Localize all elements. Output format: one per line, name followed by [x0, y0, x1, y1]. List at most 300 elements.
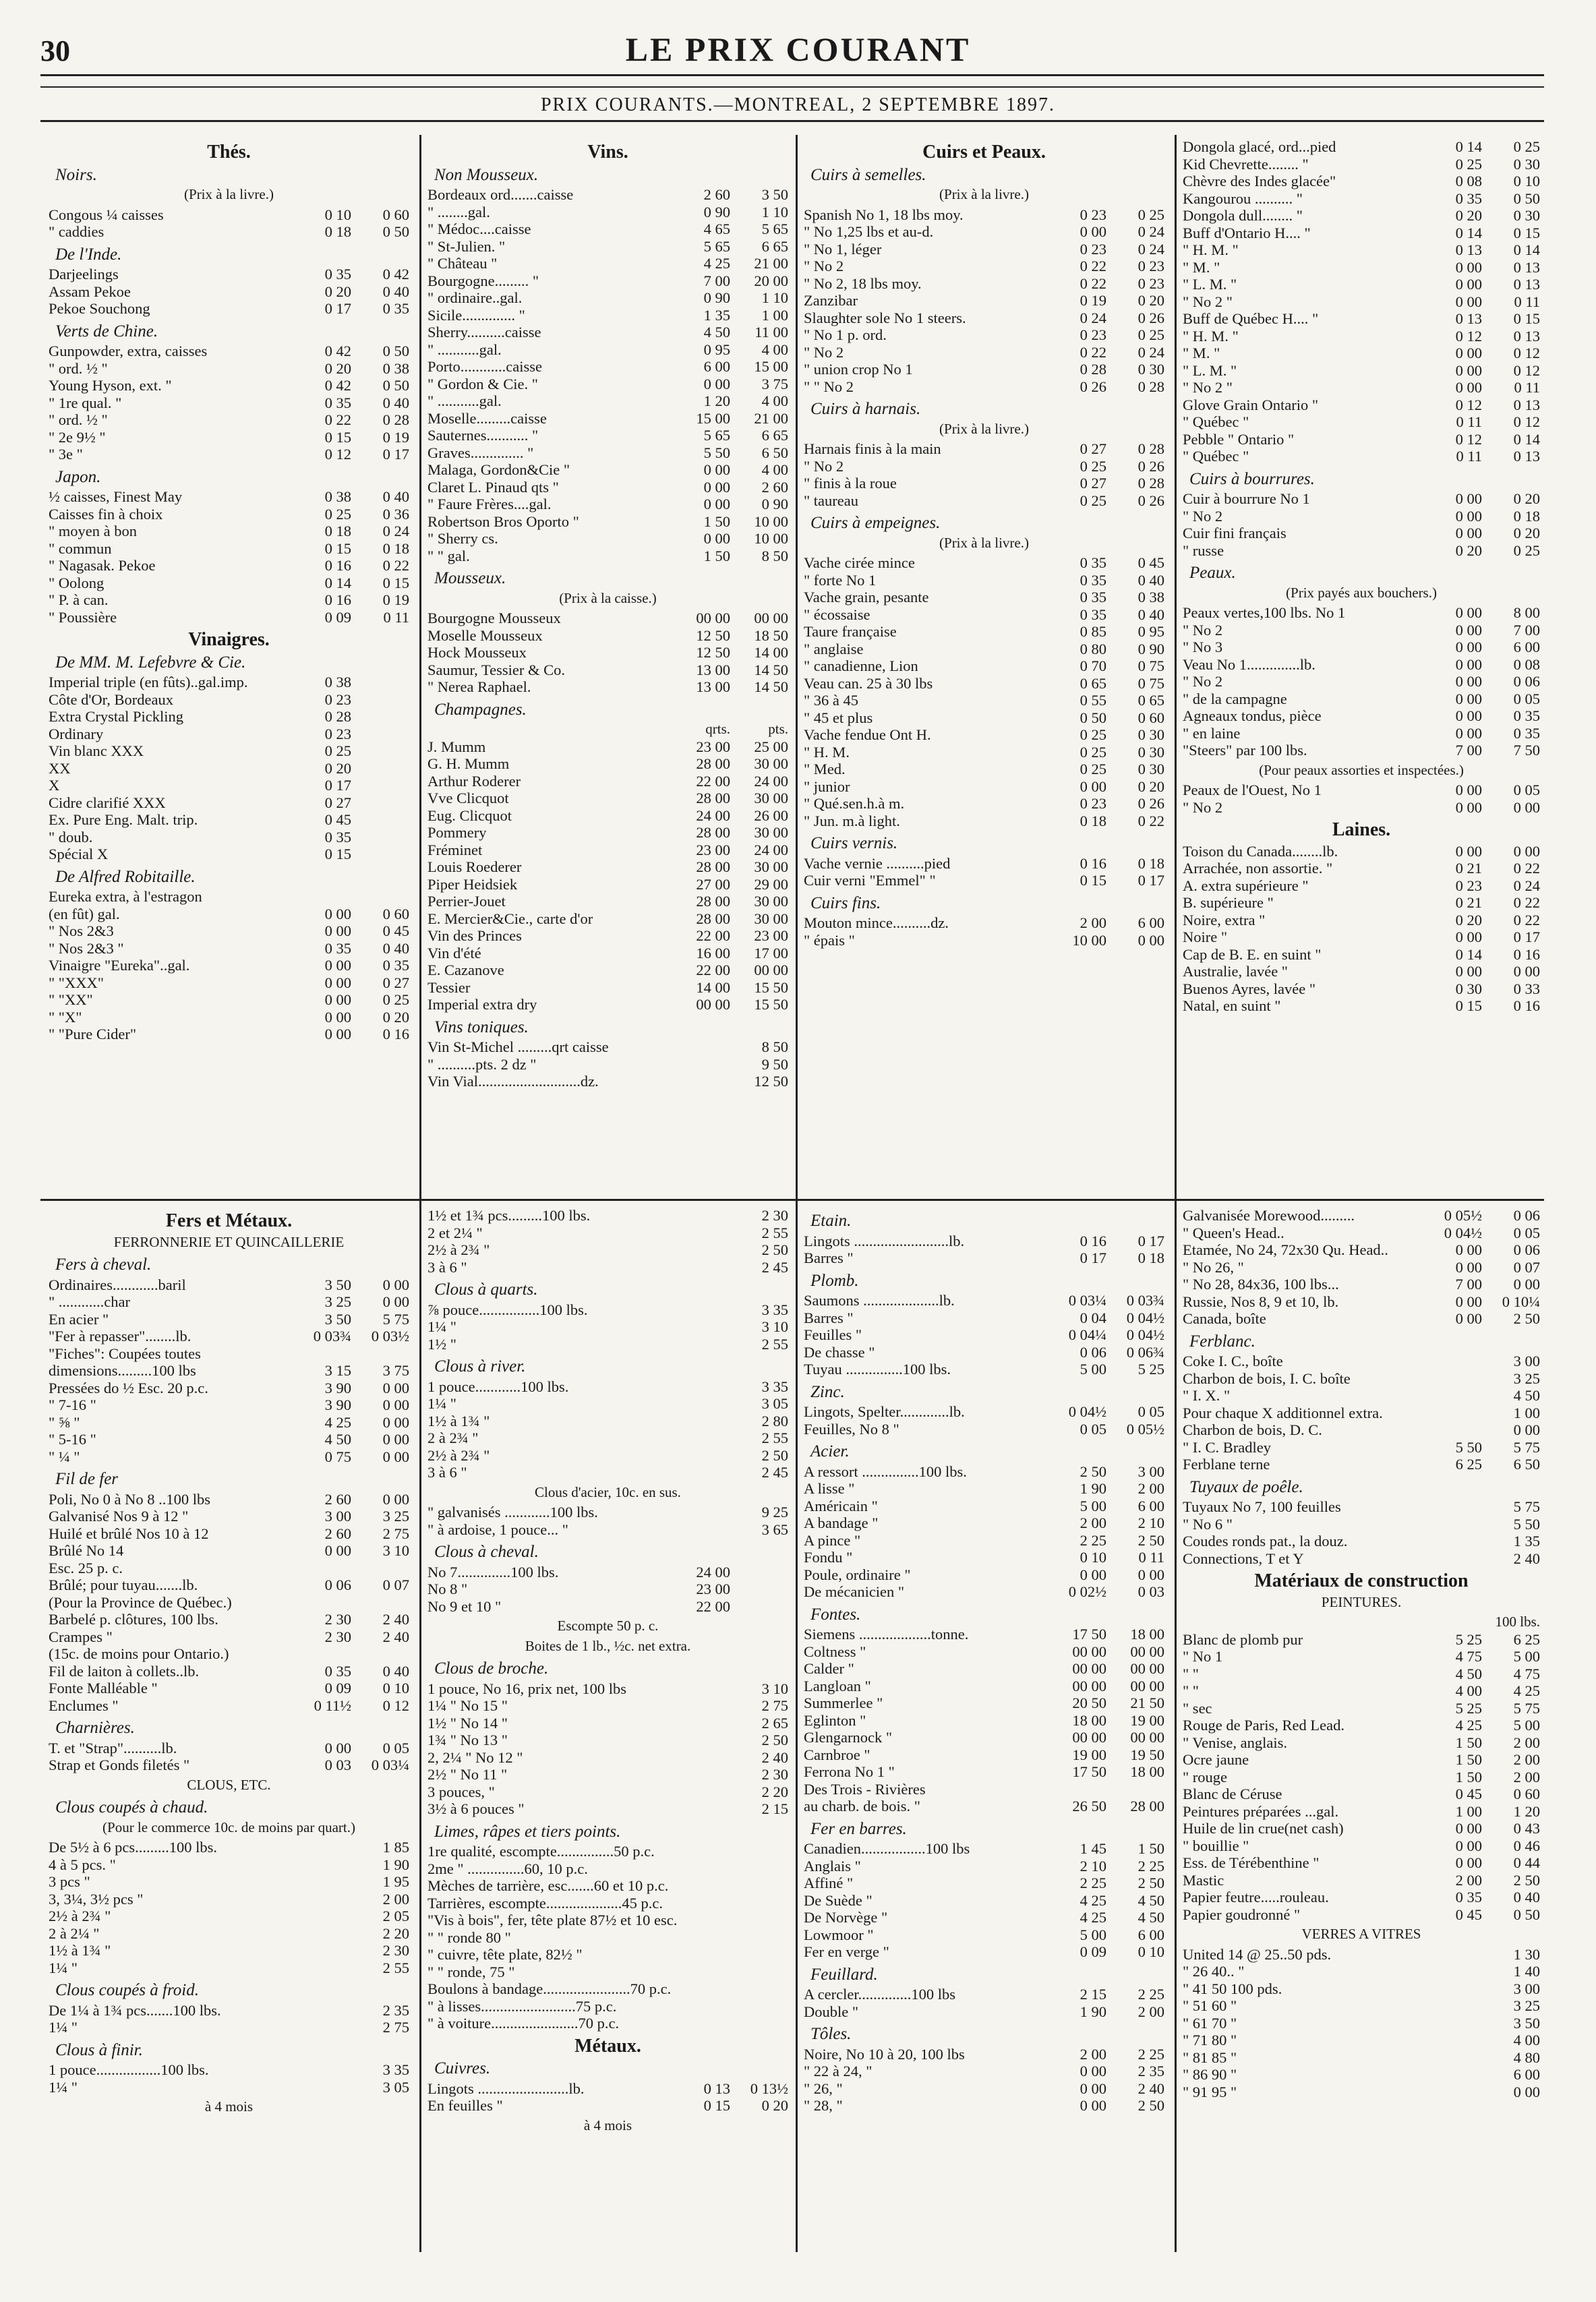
- price-row: [804, 641, 1164, 658]
- price-row: [427, 1732, 788, 1749]
- price-low: 12 50: [696, 626, 730, 644]
- price-low: 0 42: [324, 377, 351, 394]
- price-high: 3 10: [382, 1542, 409, 1559]
- item-name: Galvanisée Morewood.........: [1183, 1207, 1355, 1224]
- price-high: 0 35: [1513, 724, 1540, 742]
- price-low: 0 28: [1080, 361, 1106, 378]
- price-low: 28 00: [696, 910, 730, 927]
- subsection-heading: Clous à cheval.: [434, 1543, 539, 1561]
- price-row: [49, 794, 409, 812]
- price-low: 0 00: [1455, 1258, 1482, 1276]
- price-high: 6 00: [1137, 1926, 1164, 1943]
- item-name: Arthur Roderer: [427, 772, 521, 790]
- price-high: 17 00: [754, 944, 788, 962]
- price-high: 3 35: [761, 1301, 788, 1318]
- price-low: 0 04: [1080, 1309, 1106, 1326]
- price-row: [1183, 1889, 1540, 1906]
- price-row: [804, 1309, 1164, 1327]
- price-row: [49, 394, 409, 412]
- price-low: 0 23: [324, 725, 351, 742]
- item-name: Slaughter sole No 1 steers.: [804, 309, 966, 326]
- price-low: 0 22: [1080, 343, 1106, 361]
- price-low: 00 00: [696, 610, 730, 626]
- price-row: [1183, 673, 1540, 690]
- price-low: 23 00: [696, 841, 730, 858]
- price-row: [427, 996, 788, 1013]
- item-name: 1½ ": [427, 1335, 456, 1353]
- item-name: " " gal.: [427, 547, 470, 564]
- item-name: Brûlé No 14: [49, 1542, 124, 1559]
- price-row: [1183, 190, 1540, 208]
- price-row: [1183, 508, 1540, 525]
- price-low: 3 90: [324, 1379, 351, 1396]
- price-high: 1 10: [761, 289, 788, 306]
- price-high: 0 20: [1513, 525, 1540, 541]
- price-low: 0 19: [1080, 292, 1106, 309]
- price-high: 6 00: [1137, 1497, 1164, 1514]
- price-row: [427, 1073, 788, 1090]
- price-row: [804, 309, 1164, 327]
- subsection-heading: Feuillard.: [810, 1965, 878, 1984]
- price-low: 4 50: [703, 324, 730, 341]
- price-row: [1183, 877, 1540, 895]
- price-high: 4 50: [1137, 1891, 1164, 1909]
- item-name: 2½ à 2¾ ": [49, 1908, 111, 1924]
- price-high: 0 11: [1514, 379, 1540, 396]
- price-high: 1 40: [1513, 1963, 1540, 1980]
- price-row: [1183, 1421, 1540, 1439]
- price-row: [49, 1839, 409, 1856]
- price-low: 0 11: [1456, 413, 1482, 430]
- price-low: 0 25: [1080, 726, 1106, 743]
- item-name: Eug. Clicquot: [427, 806, 512, 824]
- item-name: " No 2: [1183, 621, 1223, 639]
- price-low: 0 35: [324, 939, 351, 957]
- item-name: 1¼ ": [427, 1395, 456, 1412]
- item-name: Noire, extra ": [1183, 911, 1266, 928]
- item-name: " doub.: [49, 828, 93, 846]
- item-name: Saumur, Tessier & Co.: [427, 661, 565, 678]
- price-row: [804, 872, 1164, 889]
- price-high: 0 12: [1513, 413, 1540, 430]
- price-high: 10 00: [754, 512, 788, 530]
- subsection-heading: De Alfred Robitaille.: [55, 867, 196, 886]
- price-low: 1 50: [1455, 1768, 1482, 1785]
- price-low: 0 10: [1080, 1549, 1106, 1566]
- price-low: 2 10: [1080, 1857, 1106, 1875]
- price-low: 0 23: [324, 690, 351, 708]
- price-row: [49, 2002, 409, 2019]
- price-row: [1183, 225, 1540, 242]
- price-row: [427, 1207, 788, 1224]
- item-name: 1 pouce.................100 lbs.: [49, 2061, 209, 2078]
- price-row: [804, 1986, 1164, 2003]
- item-name: De mécanicien ": [804, 1583, 905, 1600]
- price-row: [1183, 1751, 1540, 1769]
- price-row: [49, 1925, 409, 1943]
- price-row: [804, 795, 1164, 813]
- item-name: Kangourou .......... ": [1183, 189, 1303, 207]
- price-high: 5 75: [1513, 1438, 1540, 1456]
- item-name: " ": [1183, 1665, 1199, 1682]
- price-row: [427, 255, 788, 272]
- price-row: [804, 206, 1164, 224]
- price-high: 0 03¼: [371, 1757, 409, 1773]
- price-high: 19 50: [1130, 1746, 1164, 1763]
- item-name: Lowmoor ": [804, 1926, 874, 1943]
- item-name: " ⅝ ": [49, 1413, 80, 1431]
- price-high: 2 40: [1137, 2079, 1164, 2097]
- price-high: 0 08: [1513, 655, 1540, 673]
- price-row: [49, 411, 409, 429]
- price-low: 2 60: [324, 1525, 351, 1542]
- price-low: 0 45: [324, 811, 351, 828]
- price-low: 0 21: [1455, 894, 1482, 911]
- paint-column-header: [1183, 1614, 1540, 1631]
- price-low: 15 00: [696, 409, 730, 427]
- price-row: [49, 1276, 409, 1294]
- item-name: Poule, ordinaire ": [804, 1566, 911, 1583]
- price-low: 0 00: [1455, 379, 1482, 396]
- price-row: [427, 410, 788, 427]
- price-high: 0 60: [382, 206, 409, 223]
- price-low: 4 00: [1455, 1682, 1482, 1699]
- item-name: Brûlé; pour tuyau.......lb.: [49, 1576, 198, 1593]
- item-name: "Steers" par 100 lbs.: [1183, 742, 1307, 759]
- subsection-heading: Fontes.: [810, 1605, 861, 1624]
- item-name: " ¼ ": [49, 1448, 80, 1465]
- subsection-heading: Etain.: [810, 1212, 852, 1230]
- item-name: Boulons à bandage.......................70 p.c.: [427, 1980, 672, 1997]
- price-high: 5 75: [1513, 1498, 1540, 1515]
- price-row: [1183, 1734, 1540, 1752]
- item-name: Lingots, Spelter.............lb.: [804, 1403, 965, 1420]
- item-name: " ord. ½ ": [49, 359, 108, 377]
- item-name: A pince ": [804, 1531, 861, 1549]
- price-high: 0 26: [1137, 492, 1164, 509]
- price-row: [1183, 690, 1540, 708]
- price-high: 0 25: [1137, 206, 1164, 223]
- price-high: 0 05: [1137, 1403, 1164, 1420]
- price-row: [804, 554, 1164, 572]
- item-name: Etamée, No 24, 72x30 Qu. Head..: [1183, 1241, 1388, 1258]
- price-low: 2 00: [1080, 2045, 1106, 2063]
- price-high: 2 50: [761, 1732, 788, 1748]
- price-row: [804, 761, 1164, 778]
- item-name: " Queen's Head..: [1183, 1224, 1284, 1241]
- item-name: Taure française: [804, 623, 897, 640]
- price-low: 0 00: [1455, 345, 1482, 361]
- page-number: 30: [40, 34, 70, 67]
- price-high: 2 65: [761, 1714, 788, 1732]
- price-row: [804, 778, 1164, 796]
- price-row: [1183, 1682, 1540, 1700]
- price-high: 11 00: [755, 324, 788, 341]
- price-row: [804, 1498, 1164, 1515]
- price-low: 00 00: [1072, 1643, 1106, 1660]
- price-high: 0 17: [382, 446, 409, 463]
- price-high: 0 17: [1137, 872, 1164, 889]
- price-high: 0 14: [1513, 430, 1540, 448]
- price-low: 0 45: [1455, 1785, 1482, 1802]
- price-row: [804, 1858, 1164, 1875]
- item-name: " 71 80 ": [1183, 2032, 1237, 2048]
- price-low: 0 22: [1080, 258, 1106, 274]
- price-row: [1183, 1533, 1540, 1550]
- price-high: 0 13: [1513, 448, 1540, 465]
- item-name: Vin Vial...........................dz.: [427, 1073, 599, 1090]
- price-low: 0 00: [1455, 1854, 1482, 1871]
- price-low: 1 50: [703, 512, 730, 530]
- price-high: 0 06: [1513, 1207, 1540, 1224]
- item-name: " Médoc....caisse: [427, 220, 531, 237]
- subsection-heading: Cuirs à bourrures.: [1189, 469, 1315, 488]
- price-high: 3 00: [1137, 1463, 1164, 1480]
- price-row: [49, 1560, 409, 1577]
- price-low: 0 20: [324, 283, 351, 300]
- price-low: 1 45: [1080, 1840, 1106, 1857]
- price-high: 0 00: [382, 1413, 409, 1431]
- price-low: 0 00: [324, 991, 351, 1008]
- price-high: 0 12: [382, 1696, 409, 1714]
- price-row: [1183, 448, 1540, 465]
- price-high: 2 00: [1137, 2003, 1164, 2020]
- item-name: No 9 et 10 ": [427, 1597, 502, 1615]
- price-high: 0 38: [1137, 589, 1164, 606]
- price-row: [1183, 276, 1540, 293]
- price-low: 0 00: [1455, 1837, 1482, 1854]
- price-row: [427, 496, 788, 513]
- price-high: 24 00: [754, 772, 788, 790]
- item-name: 1 pouce............100 lbs.: [427, 1378, 569, 1395]
- price-high: 4 25: [1513, 1682, 1540, 1699]
- item-name: ½ caisses, Finest May: [49, 488, 183, 505]
- price-row: [1183, 396, 1540, 414]
- item-name: " L. M. ": [1183, 276, 1237, 293]
- subsection-heading: Charnières.: [55, 1719, 135, 1737]
- price-row: [1183, 1665, 1540, 1683]
- price-high: 0 35: [382, 957, 409, 974]
- price-row: [427, 773, 788, 790]
- price-low: 0 16: [1080, 854, 1106, 872]
- item-name: Russie, Nos 8, 9 et 10, lb.: [1183, 1293, 1339, 1310]
- price-low: 0 35: [324, 1662, 351, 1680]
- price-low: 26 50: [1072, 1798, 1106, 1814]
- price-row: [804, 492, 1164, 510]
- price-row: [1183, 742, 1540, 759]
- item-name: 1½ " No 14 ": [427, 1714, 508, 1732]
- item-name: " 86 90 ": [1183, 2066, 1237, 2083]
- item-name: Darjeelings: [49, 266, 119, 283]
- price-high: 0 36: [382, 505, 409, 523]
- price-high: 0 28: [1137, 475, 1164, 492]
- price-low: 0 15: [1455, 997, 1482, 1014]
- price-high: 4 00: [761, 461, 788, 478]
- item-name: " P. à can.: [49, 591, 109, 608]
- item-name: Buff d'Ontario H.... ": [1183, 224, 1311, 241]
- price-low: 0 20: [324, 759, 351, 777]
- price-note: (Prix à la livre.): [939, 420, 1029, 437]
- item-name: " 26, ": [804, 2079, 843, 2097]
- item-name: " No 2: [804, 258, 844, 274]
- item-name: 2 à 2¾ ": [427, 1429, 479, 1446]
- price-high: 0 00: [1513, 1421, 1540, 1438]
- price-row: [49, 760, 409, 777]
- price-row: [1183, 799, 1540, 817]
- price-row: [427, 824, 788, 842]
- price-high: 0 75: [1137, 657, 1164, 674]
- price-high: 2 50: [1137, 1875, 1164, 1891]
- price-row: [804, 1798, 1164, 1815]
- item-name: Noire, No 10 à 20, 100 lbs: [804, 2045, 965, 2063]
- price-row: [49, 957, 409, 974]
- price-row: [49, 1311, 409, 1328]
- price-row: [804, 2063, 1164, 2080]
- price-high: 2 60: [761, 478, 788, 496]
- item-name: Imperial extra dry: [427, 996, 537, 1013]
- price-high: 0 07: [382, 1576, 409, 1593]
- header-rule-2: [40, 86, 1544, 88]
- price-high: 0 28: [1137, 440, 1164, 457]
- price-high: 20 00: [754, 272, 788, 289]
- price-high: 4 00: [761, 341, 788, 358]
- price-low: 0 42: [324, 343, 351, 359]
- price-row: [1183, 1387, 1540, 1405]
- price-low: 13 00: [696, 661, 730, 678]
- item-name: Louis Roederer: [427, 858, 522, 875]
- price-high: 0 20: [1137, 777, 1164, 795]
- item-name: Charbon de bois, D. C.: [1183, 1421, 1322, 1438]
- item-name: " canadienne, Lion: [804, 657, 918, 674]
- price-high: 2 15: [761, 1800, 788, 1817]
- price-row: [1183, 310, 1540, 328]
- item-name: " Jun. m.à light.: [804, 812, 900, 829]
- price-low: 00 00: [1072, 1660, 1106, 1677]
- price-high: 2 75: [382, 2019, 409, 2036]
- price-high: 5 00: [1513, 1717, 1540, 1734]
- price-high: 0 00: [382, 1276, 409, 1293]
- price-row: [427, 1429, 788, 1447]
- section-heading: Laines.: [1332, 819, 1391, 840]
- price-high: 18 50: [754, 626, 788, 644]
- price-low: 0 22: [1080, 274, 1106, 292]
- subsection-heading: Acier.: [810, 1442, 850, 1460]
- price-row: [804, 2097, 1164, 2115]
- item-name: " "X": [49, 1008, 82, 1026]
- item-name: Vinaigre "Eureka"..gal.: [49, 957, 190, 974]
- price-high: 0 13: [1513, 396, 1540, 413]
- price-high: 2 40: [382, 1611, 409, 1628]
- item-name: " H. M. ": [1183, 241, 1239, 258]
- price-low: 23 00: [696, 1581, 730, 1597]
- price-row: [49, 1380, 409, 1397]
- item-name: 1¼ " No 15 ": [427, 1697, 508, 1714]
- price-low: 0 38: [324, 488, 351, 505]
- item-name: Ocre jaune: [1183, 1751, 1249, 1768]
- item-name: Rouge de Paris, Red Lead.: [1183, 1717, 1344, 1734]
- price-row: [1183, 1946, 1540, 1964]
- price-row: [49, 609, 409, 626]
- price-low: 0 18: [1080, 812, 1106, 829]
- price-row: [1183, 604, 1540, 622]
- price-row: [1183, 362, 1540, 380]
- price-row: [427, 324, 788, 341]
- price-low: 5 00: [1080, 1361, 1106, 1378]
- item-name: No 7..............100 lbs.: [427, 1563, 559, 1581]
- price-low: 14 00: [696, 978, 730, 996]
- price-high: 3 05: [382, 2078, 409, 2096]
- price-row: [49, 540, 409, 558]
- price-low: 0 26: [1080, 378, 1106, 395]
- price-row: [49, 1542, 409, 1560]
- price-low: 7 00: [1455, 742, 1482, 759]
- item-name: " H. M. ": [1183, 327, 1239, 345]
- price-low: 0 04¼: [1068, 1326, 1106, 1343]
- price-row: [49, 591, 409, 609]
- price-high: 8 00: [1513, 604, 1540, 621]
- price-row: [427, 358, 788, 376]
- price-high: 0 40: [382, 488, 409, 505]
- price-high: 2 35: [382, 2001, 409, 2019]
- price-row: [427, 1877, 788, 1895]
- item-name: " épais ": [804, 931, 855, 949]
- price-row: [1183, 138, 1540, 156]
- item-name: 1¾ " No 13 ": [427, 1732, 508, 1748]
- price-row: [1183, 894, 1540, 912]
- price-low: 6 25: [1455, 1456, 1482, 1473]
- price-row: [427, 1766, 788, 1783]
- price-low: 0 22: [324, 411, 351, 428]
- item-name: Moselle Mousseux: [427, 626, 543, 644]
- price-high: 0 40: [382, 939, 409, 957]
- price-row: [427, 945, 788, 962]
- price-row: [1183, 1803, 1540, 1821]
- price-high: 0 00: [1513, 2083, 1540, 2100]
- price-note: à 4 mois: [583, 2117, 632, 2133]
- price-high: 0 16: [1513, 997, 1540, 1014]
- price-row: [427, 1783, 788, 1801]
- price-low: 0 23: [1080, 795, 1106, 812]
- price-high: 2 25: [1137, 2045, 1164, 2063]
- price-low: 0 35: [1080, 554, 1106, 571]
- price-low: 2 15: [1080, 1986, 1106, 2003]
- price-row: [1183, 1785, 1540, 1803]
- price-row: [1183, 946, 1540, 964]
- price-high: 3 35: [761, 1378, 788, 1395]
- price-row: [804, 813, 1164, 830]
- price-low: 7 00: [1455, 1276, 1482, 1293]
- item-name: De 5½ à 6 pcs.........100 lbs.: [49, 1839, 217, 1856]
- item-name: " No 26, ": [1183, 1258, 1244, 1276]
- price-high: 0 00: [382, 1396, 409, 1413]
- price-row: [427, 238, 788, 256]
- price-high: 21 00: [754, 255, 788, 272]
- price-row: [427, 1843, 788, 1860]
- item-name: " Gordon & Cie. ": [427, 375, 538, 392]
- price-low: 4 50: [324, 1431, 351, 1448]
- section-divider: [40, 1199, 1544, 1201]
- item-name: " cuivre, tête plate, 82½ ": [427, 1946, 583, 1963]
- price-high: 3 35: [382, 2061, 409, 2078]
- price-low: 0 20: [324, 359, 351, 377]
- column-wines: [427, 138, 788, 1090]
- item-name: " No 2: [804, 457, 844, 475]
- price-high: 3 00: [1513, 1980, 1540, 1997]
- item-name: Agneaux tondus, pièce: [1183, 707, 1322, 724]
- price-low: 0 06: [1080, 1343, 1106, 1361]
- price-note: (Prix à la livre.): [939, 534, 1029, 551]
- price-row: [49, 343, 409, 360]
